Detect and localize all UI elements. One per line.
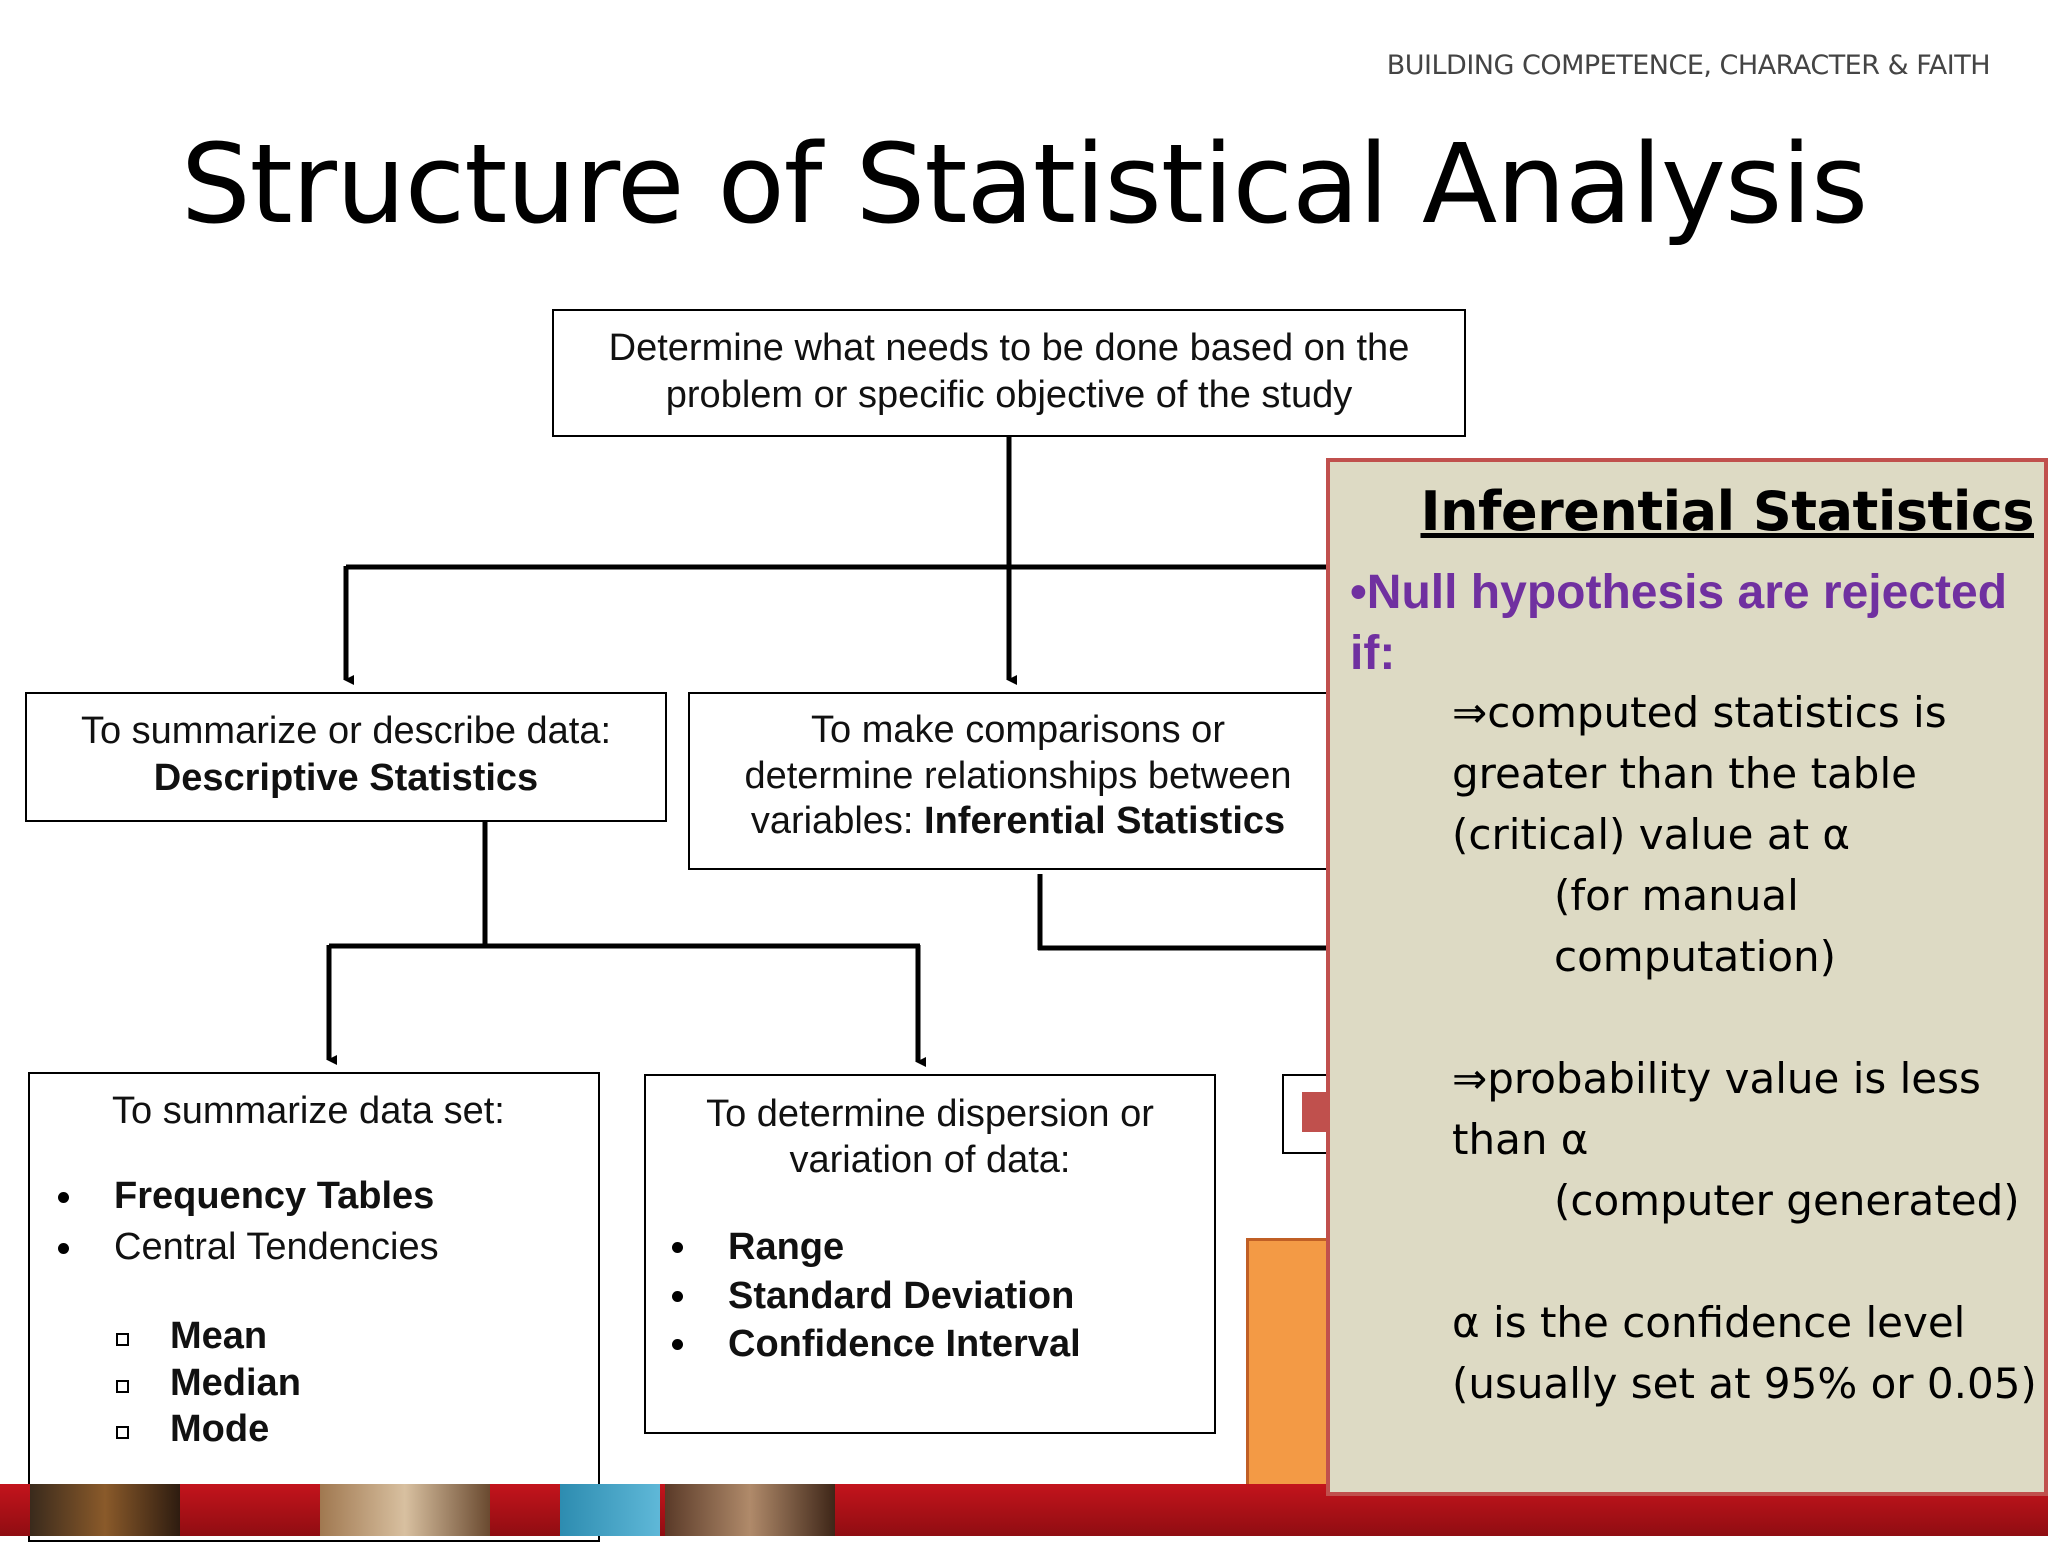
root-box — [552, 309, 1466, 437]
popup-line-1: ⇒computed statistics is — [1452, 688, 1947, 737]
sublist-item-median: Median — [170, 1360, 598, 1406]
popup-line-5: computation) — [1554, 932, 1837, 981]
inferential-bold: Inferential Statistics — [924, 800, 1286, 843]
popup-line-4: (for manual — [1554, 871, 1799, 920]
descriptive-box — [25, 692, 667, 822]
popup-line-9: α is the confidence level — [1452, 1298, 1966, 1347]
inferential-line-1: To make comparisons or — [811, 709, 1225, 751]
popup-line-3: (critical) value at α — [1452, 810, 1851, 859]
inferential-popup — [1326, 458, 2048, 1496]
summarize-list — [30, 1173, 598, 1271]
inferential-line-2: determine relationships between — [744, 754, 1292, 797]
footer-photo-3 — [560, 1484, 660, 1536]
list-item-confidence-interval: Confidence Interval — [728, 1320, 1214, 1369]
popup-line-6: ⇒probability value is less — [1452, 1054, 1981, 1103]
popup-line-10: (usually set at 95% or 0.05) — [1452, 1359, 2037, 1408]
descriptive-bold: Descriptive Statistics — [153, 757, 539, 800]
popup-line-8: (computer generated) — [1554, 1176, 2020, 1225]
dispersion-line-1: To determine dispersion or — [706, 1093, 1154, 1135]
footer-photo-1 — [30, 1484, 180, 1536]
footer-photo-2 — [320, 1484, 490, 1536]
root-line-2: problem or specific objective of the study — [665, 374, 1353, 417]
tagline: BUILDING COMPETENCE, CHARACTER & FAITH — [1386, 50, 1990, 81]
dispersion-box — [644, 1074, 1216, 1434]
list-item-standard-deviation: Standard Deviation — [728, 1272, 1214, 1321]
popup-line-2: greater than the table — [1452, 749, 1917, 798]
list-item-range: Range — [728, 1223, 1214, 1272]
dispersion-list — [646, 1223, 1214, 1369]
descriptive-line-1: To summarize or describe data: — [80, 710, 612, 752]
popup-line-7: than α — [1452, 1115, 1589, 1164]
inferential-line-3: variables: — [750, 800, 925, 843]
sublist-item-mode: Mode — [170, 1406, 598, 1452]
inferential-box — [688, 692, 1348, 870]
central-tendencies-sublist — [30, 1313, 598, 1452]
popup-null-hypothesis: •Null hypothesis are rejected if: — [1350, 566, 2008, 680]
slide-title: Structure of Statistical Analysis — [180, 120, 1868, 248]
popup-heading: Inferential Statistics — [1420, 480, 2034, 543]
summarize-box — [28, 1072, 600, 1542]
list-item-central-tendencies: Central Tendencies — [114, 1224, 598, 1271]
dispersion-line-2: variation of data: — [789, 1138, 1071, 1181]
list-item-frequency-tables: Frequency Tables — [114, 1173, 598, 1220]
sublist-item-mean: Mean — [170, 1313, 598, 1359]
summarize-heading: To summarize data set: — [112, 1090, 505, 1132]
footer-photo-4 — [665, 1484, 835, 1536]
root-line-1: Determine what needs to be done based on the — [608, 327, 1410, 369]
